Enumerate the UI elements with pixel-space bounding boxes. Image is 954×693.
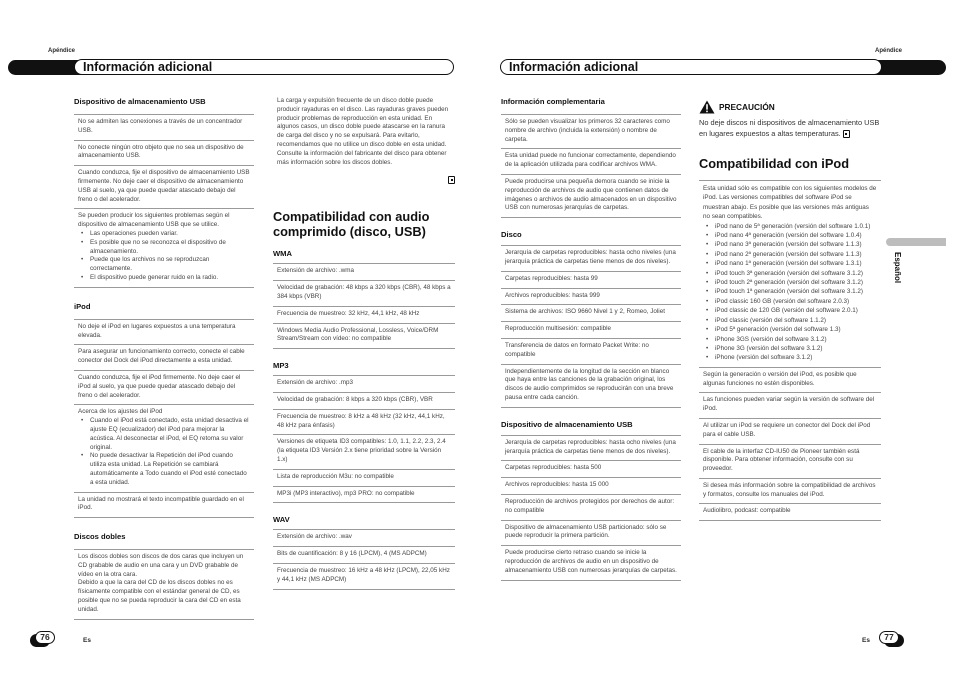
ipod-note-2: Para asegurar un funcionamiento correcto, conecte el cable conector del Dock del iPod directamente a esta unidad. (74, 345, 254, 371)
mp3-spec: Frecuencia de muestreo: 8 kHz a 48 kHz (32 kHz, 44,1 kHz, 48 kHz para énfasis) (273, 410, 455, 436)
end-mark-icon (448, 176, 455, 184)
usb-spec: Carpetas reproducibles: hasta 500 (501, 461, 681, 478)
complementary-info-heading: Información complementaria (501, 97, 605, 106)
page-number-right: 77 (879, 631, 899, 644)
column-3 (501, 97, 681, 581)
ipod-settings (74, 405, 254, 492)
usb-spec: Puede producirse cierto retraso cuando se inicie la reproducción de archivos de audio en un dispositivo de almacenamiento USB con numerosas jerarquías de carpetas. (501, 546, 681, 580)
ipod-model-item: • iPod 5ª generación (versión del software 1.3) (715, 325, 877, 334)
usb-problem-item: • El dispositivo puede generar ruido en la radio. (90, 274, 250, 283)
dual-discs-heading: Discos dobles (74, 532, 126, 542)
ipod-model-item: • iPod nano 2ª generación (versión del software 1.1.3) (715, 250, 877, 259)
disc-spec: Carpetas reproducibles: hasta 99 (501, 272, 681, 289)
usb-note-2: No conecte ningún otro objeto que no sea un dispositivo de almacenamiento USB. (74, 141, 254, 167)
wma-heading: WMA (273, 249, 292, 259)
disc-spec: Transferencia de datos en formato Packet Write: no compatible (501, 339, 681, 365)
wav-heading: WAV (273, 515, 290, 525)
end-mark (273, 171, 455, 189)
wma-spec: Extensión de archivo: .wma (273, 263, 455, 281)
appendix-label-left: Apéndice (48, 48, 76, 54)
column-1 (74, 97, 254, 620)
ipod-model-item: • iPod nano 4ª generación (versión del software 1.0.4) (715, 231, 877, 240)
wma-spec: Windows Media Audio Professional, Lossless, Voice/DRM Stream/Stream con vídeo: no compatible (273, 324, 455, 350)
ipod-model-item: • iPod touch 2ª generación (versión del software 3.1.2) (715, 278, 877, 287)
caution-text: No deje discos ni dispositivos de almacenamiento USB en lugares expuestos a altas temperaturas. (699, 118, 880, 138)
appendix-label-right: Apéndice (875, 48, 903, 54)
usb-heading: Dispositivo de almacenamiento USB (74, 97, 206, 106)
ipod-model-item: • iPhone (versión del software 3.1.2) (715, 353, 877, 362)
usb-note-1: No se admiten las conexiones a través de un concentrador USB. (74, 114, 254, 141)
language-code-left: Es (83, 637, 91, 644)
column-4 (699, 100, 881, 521)
ipod-compat-intro: Esta unidad sólo es compatible con los siguientes modelos de iPod. Las versiones compatibles del software iPod se muestran abajo. Es posible que las versiones más antiguas no sean compatibles. (703, 185, 877, 221)
usb-spec: Archivos reproducibles: hasta 15 000 (501, 478, 681, 495)
ipod-note-1: No deje el iPod en lugares expuestos a una temperatura elevada. (74, 319, 254, 346)
language-code-right: Es (862, 637, 870, 644)
disc-spec: Reproducción multisesión: compatible (501, 322, 681, 339)
language-tab-label: Español (893, 252, 902, 284)
complementary-note: Esta unidad puede no funcionar correctamente, dependiendo de la aplicación utilizada para codificar archivos WMA. (501, 149, 681, 175)
language-tab-marker (886, 238, 946, 246)
mp3-spec: MP3i (MP3 interactivo), mp3 PRO: no compatible (273, 487, 455, 504)
usb-problem-item: • Es posible que no se reconozca el dispositivo de almacenamiento. (90, 239, 250, 257)
usb-problems-intro: Se pueden producir los siguientes problemas según el dispositivo de almacenamiento USB que se utilice. (78, 212, 230, 229)
mp3-spec: Extensión de archivo: .mp3 (273, 375, 455, 393)
mp3-spec: Versiones de etiqueta ID3 compatibles: 1.0, 1.1, 2.2, 2.3, 2.4 (la etiqueta ID3 Versión 2.x tiene prioridad sobre la Versión 1.x) (273, 435, 455, 469)
usb-problems (74, 209, 254, 287)
ipod-model-item: • iPod nano 1ª generación (versión del software 1.3.1) (715, 259, 877, 268)
end-mark-icon (843, 130, 850, 138)
ipod-settings-intro: Acerca de los ajustes del iPod (78, 408, 163, 416)
dual-discs-text: Los discos dobles son discos de dos caras que incluyen un CD grabable de audio en una cara y un DVD grabable de vídeo en la otra cara. Debido a que la cara del CD de los discos dobles no es físicamente compatible con el estándar general de CD, es posible que no se pueda reproducir la cara del CD en esta unidad. (74, 549, 254, 620)
wav-spec: Bits de cuantificación: 8 y 16 (LPCM), 4 (MS ADPCM) (273, 547, 455, 564)
warning-icon (699, 100, 715, 114)
wma-spec: Frecuencia de muestreo: 32 kHz, 44,1 kHz, 48 kHz (273, 307, 455, 324)
ipod-setting-item: • No puede desactivar la Repetición del iPod cuando utiliza esta unidad. La Repetición se cambiará automáticamente a Todo cuando el iPod esté conectado a esta unidad. (90, 452, 250, 487)
wma-spec: Velocidad de grabación: 48 kbps a 320 kbps (CBR), 48 kbps a 384 kbps (VBR) (273, 281, 455, 307)
mp3-heading: MP3 (273, 361, 289, 371)
wav-spec: Frecuencia de muestreo: 16 kHz a 48 kHz (LPCM), 22,05 kHz y 44,1 kHz (MS ADPCM) (273, 564, 455, 590)
caution-title: PRECAUCIÓN (719, 102, 775, 112)
ipod-model-item: • iPod classic de 120 GB (versión del software 2.0.1) (715, 306, 877, 315)
disc-spec: Archivos reproducibles: hasta 999 (501, 289, 681, 306)
dual-discs-continued: La carga y expulsión frecuente de un disco doble puede producir rayaduras en el disco. Las rayaduras graves pueden producir problemas de reproducción en esta unidad. En algunos casos, un disco doble puede atascarse en la ranura de carga del disco y no se expulsará. Para evitarlo, recomendamos que no utilice un disco doble en esta unidad. Consulte la información del fabricante del disco para obtener más información sobre los discos dobles. (277, 97, 449, 166)
ipod-model-item: • iPhone 3G (versión del software 3.1.2) (715, 344, 877, 353)
ipod-note: El cable de la interfaz CD-IU50 de Pioneer también está disponible. Para obtener información, consulte con su proveedor. (699, 445, 881, 479)
disc-spec: Independientemente de la longitud de la sección en blanco que haya entre las canciones de la grabación original, los discos de audio comprimidos se reproducirán con una breve pausa entre cada canción. (501, 365, 681, 408)
compressed-audio-heading: Compatibilidad con audio comprimido (disco, USB) (273, 209, 430, 240)
caution-header (699, 100, 881, 114)
usb-problem-item: • Las operaciones pueden variar. (90, 230, 250, 239)
ipod-heading: iPod (74, 301, 91, 311)
ipod-model-item: • iPod nano de 5ª generación (versión del software 1.0.1) (715, 222, 877, 231)
usb-problem-item: • Puede que los archivos no se reproduzcan correctamente. (90, 256, 250, 274)
ipod-note-last: La unidad no mostrará el texto incompatible guardado en el iPod. (74, 493, 254, 519)
header-bar-left (74, 59, 454, 75)
ipod-model-item: • iPod nano 3ª generación (versión del software 1.1.3) (715, 240, 877, 249)
disc-spec: Sistema de archivos: ISO 9660 Nivel 1 y 2, Romeo, Joliet (501, 305, 681, 322)
usb-note-3: Cuando conduzca, fije el dispositivo de almacenamiento USB firmemente. No deje caer el dispositivo de almacenamiento USB al suelo, ya que puede quedar atascado debajo del freno o del acelerador. (74, 166, 254, 209)
section-title-left: Información adicional (83, 60, 213, 74)
wav-spec: Extensión de archivo: .wav (273, 529, 455, 547)
ipod-compat-heading: Compatibilidad con iPod (699, 156, 850, 171)
language-tab (886, 252, 906, 302)
section-title-right: Información adicional (509, 60, 639, 74)
ipod-setting-item: • Cuando el iPod está conectado, esta unidad desactiva el ajuste EQ (ecualizador) del iPod para mejorar la acústica. Al desconectar el iPod, el EQ retoma su valor original. (90, 417, 250, 452)
page-number-left: 76 (35, 631, 55, 644)
usb-spec: Reproducción de archivos protegidos por derechos de autor: no compatible (501, 495, 681, 521)
ipod-model-item: • iPhone 3GS (versión del software 3.1.2) (715, 335, 877, 344)
caution-body (699, 117, 881, 139)
ipod-model-item: • iPod touch 3ª generación (versión del software 3.1.2) (715, 269, 877, 278)
ipod-model-item: • iPod touch 1ª generación (versión del software 3.1.2) (715, 287, 877, 296)
header-bar-right (500, 59, 882, 75)
ipod-note: Si desea más información sobre la compatibilidad de archivos y formatos, consulte los manuales del iPod. (699, 479, 881, 505)
usb-spec: Dispositivo de almacenamiento USB particionado: sólo se puede reproducir la primera partición. (501, 521, 681, 547)
disc-spec: Jerarquía de carpetas reproducibles: hasta ocho niveles (una jerarquía práctica de carpetas tiene menos de dos niveles). (501, 245, 681, 272)
ipod-models-block (699, 180, 881, 368)
ipod-note: Al utilizar un iPod se requiere un conector del Dock del iPod para el cable USB. (699, 419, 881, 445)
ipod-model-item: • iPod classic (versión del software 1.1.2) (715, 316, 877, 325)
ipod-model-item: • iPod classic 160 GB (versión del software 2.0.3) (715, 297, 877, 306)
disc-heading: Disco (501, 230, 522, 240)
mp3-spec: Velocidad de grabación: 8 kbps a 320 kbps (CBR), VBR (273, 393, 455, 410)
ipod-note: Audiolibro, podcast: compatible (699, 504, 881, 521)
ipod-note: Las funciones pueden variar según la versión de software del iPod. (699, 393, 881, 419)
ipod-note: Según la generación o versión del iPod, es posible que algunas funciones no estén disponibles. (699, 368, 881, 394)
usb-spec: Jerarquía de carpetas reproducibles: hasta ocho niveles (una jerarquía práctica de carpetas tiene menos de dos niveles). (501, 435, 681, 462)
complementary-note: Sólo se pueden visualizar los primeros 32 caracteres como nombre de archivo (incluida la extensión) o nombre de carpeta. (501, 114, 681, 149)
column-2 (273, 97, 455, 590)
mp3-spec: Lista de reproducción M3u: no compatible (273, 470, 455, 487)
usb-storage-heading: Dispositivo de almacenamiento USB (501, 419, 633, 429)
ipod-note-3: Cuando conduzca, fije el iPod firmemente. No deje caer el iPod al suelo, ya que puede quedar atascado debajo del freno o del acelerador. (74, 371, 254, 405)
complementary-note: Puede producirse una pequeña demora cuando se inicie la reproducción de archivos de audio que contienen datos de imágenes o archivos de audio almacenados en un dispositivo USB con numerosas jerarquías de carpetas. (501, 175, 681, 218)
